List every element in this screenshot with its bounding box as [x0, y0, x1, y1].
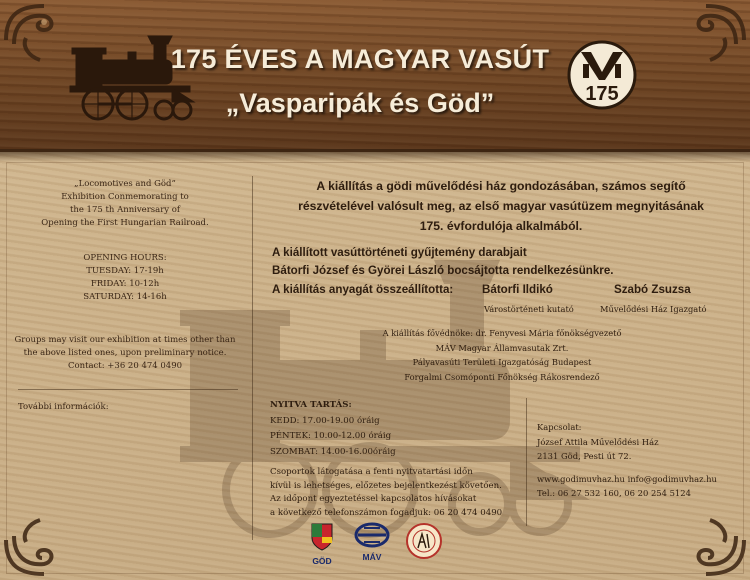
groups-line: a következő telefonszámon fogadjuk: 06 20 474 0490: [270, 507, 503, 518]
contact-title: Kapcsolat:: [537, 422, 582, 432]
intro-line: „Locomotives and Göd”: [74, 179, 176, 189]
opening-hours: [12, 252, 238, 304]
spacer: [537, 464, 742, 472]
divider: [18, 389, 238, 390]
anniversary-175-logo: [567, 40, 637, 110]
opening-hours-line: TUESDAY: 17-19h: [86, 266, 164, 276]
curators-label: A kiállítás anyagát összeállította:: [272, 283, 454, 296]
groups-line: Groups may visit our exhibition at times other than: [14, 335, 236, 345]
god-coat-of-arms-logo: [305, 522, 339, 566]
contact-block: [537, 420, 742, 501]
english-summary: [12, 178, 238, 373]
more-info-label: További információk:: [18, 402, 109, 412]
mav-emblem-icon: [354, 522, 390, 548]
god-label: GÖD: [312, 556, 332, 566]
nyitva-tartas-title: NYITVA TARTÁS:: [270, 400, 352, 410]
divider: [252, 176, 253, 540]
intro-line: the 175 th Anniversary of: [69, 205, 181, 215]
contact-line: József Attila Művelődési Ház: [537, 436, 659, 447]
groups-line: Contact: +36 20 474 0490: [67, 361, 183, 371]
collection-credit: [272, 244, 732, 280]
paragraph-line: részvételével valósult meg, az első magyar vasútüzem megnyitásának: [298, 199, 704, 213]
contact-line: 2131 Göd, Pesti út 72.: [537, 451, 632, 461]
opening-hours-line: FRIDAY: 10-12h: [90, 279, 160, 289]
hours-line: PÉNTEK: 10.00-12.00 óráig: [270, 431, 392, 441]
main-paragraph: [266, 176, 736, 236]
logo-175-number: 175: [585, 83, 619, 105]
mav-logo: [350, 522, 394, 562]
curator-role: Várostörténeti kutató: [484, 304, 574, 314]
mav-label: MÁV: [362, 552, 382, 562]
patron-line: A kiállítás fővédnöke: dr. Fenyvesi Mária főnökségvezető: [382, 328, 622, 338]
divider: [526, 398, 527, 526]
patron-line: Forgalmi Csomóponti Főnökség Rákosrendező: [404, 371, 600, 382]
patron-block: [272, 326, 732, 384]
hungarian-opening-hours: [270, 398, 520, 520]
sponsor-logos: [305, 522, 465, 574]
curator-name: Szabó Zsuzsa: [614, 283, 691, 296]
english-intro: [12, 178, 238, 230]
header-band: [0, 0, 750, 152]
intro-line: Opening the First Hungarian Railroad.: [41, 218, 209, 228]
header-shadow: [0, 152, 750, 162]
opening-hours-title: OPENING HOURS:: [83, 253, 167, 263]
opening-hours-line: SATURDAY: 14-16h: [83, 292, 167, 302]
groups-line: Az időpont egyeztetéssel kapcsolatos hívásokat: [270, 494, 477, 504]
curator-role: Művelődési Ház Igazgató: [600, 304, 707, 314]
contact-phone: Tel.: 06 27 532 160, 06 20 254 5124: [537, 488, 691, 498]
ornament-corner-icon: [670, 0, 750, 80]
cultural-center-stamp-logo: [405, 522, 445, 564]
contact-web-link[interactable]: www.godimuvhaz.hu info@godimuvhaz.hu: [537, 473, 717, 484]
title-line2: „Vasparipák és Göd”: [225, 88, 495, 118]
stamp-icon: [405, 522, 443, 560]
collection-line: Bátorfi József és Györei László bocsájtotta rendelkezésünkre.: [272, 264, 614, 277]
ornament-corner-icon: [0, 0, 80, 80]
hours-line: SZOMBAT: 14.00-16.00óráig: [270, 446, 396, 457]
collection-line: A kiállított vasúttörténeti gyűjtemény darabjait: [272, 246, 527, 259]
hu-groups-note: [270, 466, 520, 520]
groups-line: Csoportok látogatása a fenti nyitvatartási időn: [270, 467, 473, 477]
paragraph-line: 175. évfordulója alkalmából.: [419, 219, 583, 233]
curator-name: Bátorfi Ildikó: [482, 283, 553, 296]
patron-line: Pályavasúti Területi Igazgatóság Budapest: [412, 357, 592, 367]
patron-line: MÁV Magyar Államvasutak Zrt.: [435, 342, 569, 353]
groups-note: [12, 334, 238, 373]
coat-of-arms-icon: [310, 522, 334, 552]
title-line1: 175 ÉVES A MAGYAR VASÚT: [170, 44, 550, 74]
intro-line: Exhibition Conmemorating to: [61, 192, 189, 202]
hours-line: KEDD: 17.00-19.00 óráig: [270, 415, 380, 426]
paragraph-line: A kiállítás a gödi művelődési ház gondozásában, számos segítő: [316, 179, 686, 193]
groups-line: the above listed ones, upon preliminary notice.: [23, 348, 227, 358]
groups-line: kívül is lehetséges, előzetes bejelentkezést követően.: [270, 480, 502, 491]
